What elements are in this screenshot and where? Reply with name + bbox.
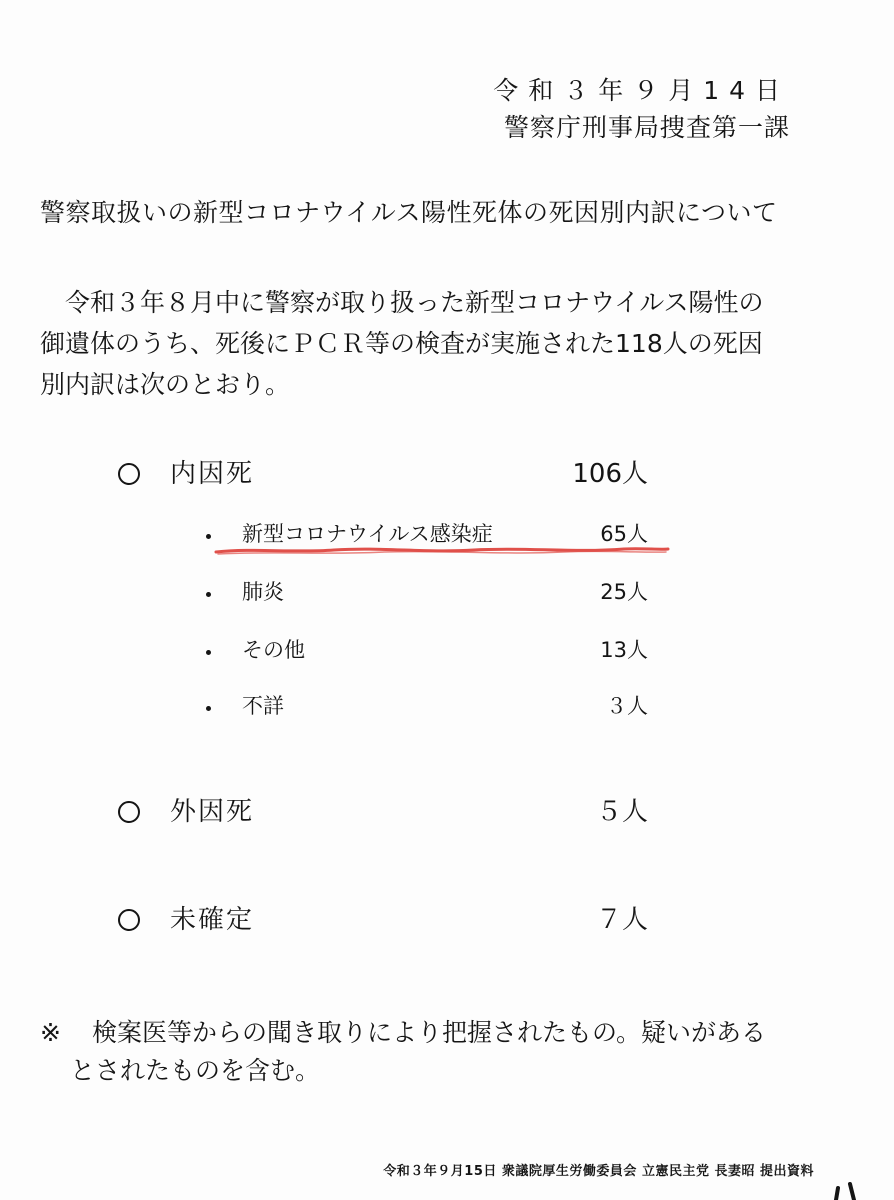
category-label-internal: 内因死 <box>170 459 255 489</box>
subitem-label-other: その他 <box>242 638 305 662</box>
category-value-external: ５人 <box>595 797 648 827</box>
intro-line-2: 御遺体のうち、死後にＰＣＲ等の検査が実施された118人の死因 <box>40 329 763 358</box>
note-line-1: 検案医等からの聞き取りにより把握されたもの。疑いがある <box>92 1018 767 1047</box>
highlight-underline <box>214 544 670 558</box>
intro-line-1: 令和３年８月中に警察が取り扱った新型コロナウイルス陽性の <box>65 288 764 317</box>
dot-bullet-icon <box>206 706 211 711</box>
category-label-undetermined: 未確定 <box>170 905 255 935</box>
dot-bullet-icon <box>206 534 211 539</box>
subitem-value-other: 13人 <box>600 638 648 662</box>
intro-line-3: 別内訳は次のとおり。 <box>40 370 291 399</box>
circle-bullet-icon <box>118 909 140 931</box>
footer-source: 令和３年９月15日 衆議院厚生労働委員会 立憲民主党 長妻昭 提出資料 <box>383 1164 814 1179</box>
circle-bullet-icon <box>118 801 140 823</box>
category-value-internal: 106人 <box>572 459 648 489</box>
note-mark: ※ <box>40 1018 61 1047</box>
dot-bullet-icon <box>206 592 211 597</box>
subitem-label-covid: 新型コロナウイルス感染症 <box>242 522 493 546</box>
intro-paragraph <box>40 282 810 405</box>
subitem-value-covid: 65人 <box>600 522 648 546</box>
subitem-label-pneumonia: 肺炎 <box>242 580 284 604</box>
document-title: 警察取扱いの新型コロナウイルス陽性死体の死因別内訳について <box>40 198 778 227</box>
subitem-value-pneumonia: 25人 <box>600 580 648 604</box>
circle-bullet-icon <box>118 463 140 485</box>
subitem-label-unknown: 不詳 <box>242 694 284 718</box>
header-date: 令和３年９月14日 <box>493 76 790 105</box>
category-label-external: 外因死 <box>170 797 255 827</box>
header-department: 警察庁刑事局捜査第一課 <box>503 113 790 142</box>
subitem-value-unknown: ３人 <box>606 694 648 718</box>
category-value-undetermined: ７人 <box>595 905 648 935</box>
dot-bullet-icon <box>206 650 211 655</box>
handwritten-mark-icon <box>828 1178 868 1200</box>
note-line-2: とされたものを含む。 <box>70 1056 321 1085</box>
